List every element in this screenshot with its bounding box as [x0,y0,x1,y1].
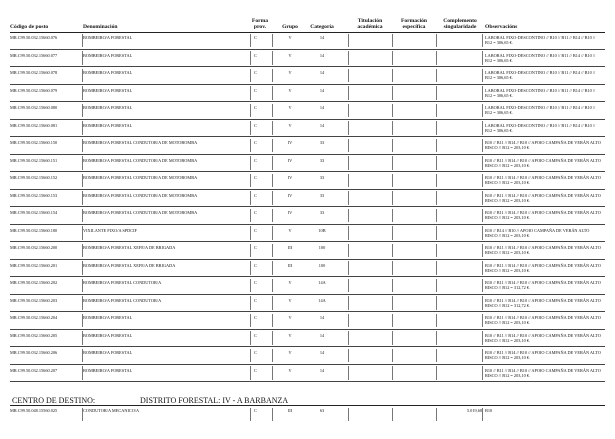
destination-label: CENTRO DE DESTINO: [12,396,96,405]
cell-categoria: 14 [319,350,325,355]
cell-forma: C [254,192,257,198]
cell-observaciones: B10 // B14 // B10 // APOIO CAMPAÑA DE VERÁN ALTO RISCO // B12 = 203,10 €. [485,227,590,238]
column-divider [436,408,437,422]
cell-observaciones: B10 // B11 // B14 // B10 // APOIO CAMPAÑA DE VERÁN ALTO RISCO // B12 = 203,10 €. [485,192,601,203]
cell-denominacion: BOMBEIRO/A FORESTAL [83,70,133,75]
header-observaciones: Observacións [485,24,518,30]
cell-categoria: 33 [319,157,325,163]
cell-forma: C [254,122,257,128]
column-divider [250,104,251,118]
cell-codigo: MR.C99.50.032.15660.151 [10,157,58,163]
cell-observaciones: B10 // B11 // B14 // B10 // APOIO CAMPAÑA DE VERÁN ALTO RISCO // B12 = 203,10 €. [485,367,601,378]
column-divider [348,209,349,223]
column-divider [348,104,349,118]
column-divider [250,174,251,188]
cell-categoria: 100 [318,262,326,268]
column-divider [348,34,349,48]
column-divider [272,191,273,205]
column-divider [482,34,483,48]
column-divider [392,331,393,345]
column-divider [272,226,273,240]
cell-grupo: V [288,332,292,338]
column-divider [482,314,483,328]
cell-observaciones: B10 // B11 // B14 // B10 // APOIO CAMPAÑA DE VERÁN ALTO RISCO // B12 = 203,10 €. [485,332,601,343]
column-divider [348,121,349,135]
cell-observaciones: B10 // B11 // B14 // B10 // APOIO CAMPAÑA DE VERÁN ALTO RISCO // B12 = 203,10 €. [485,315,601,326]
header-denominacion: Denominación [83,24,118,30]
cell-denominacion: BOMBEIRO/A FORESTAL [83,35,133,40]
column-divider [250,86,251,100]
cell-grupo: III [287,408,293,413]
table-row [10,277,605,295]
column-divider [250,261,251,275]
cell-grupo: III [287,245,293,250]
column-divider [250,69,251,83]
cell-forma: C [254,140,257,145]
column-divider [436,86,437,100]
column-divider [272,244,273,258]
column-divider [436,156,437,170]
cell-codigo: MR.C99.50.032.15660.154 [10,210,58,215]
cell-observaciones: B10 [485,408,493,413]
column-divider [348,139,349,153]
column-divider [250,349,251,363]
column-divider [482,279,483,293]
cell-categoria: 14 [319,70,325,75]
column-divider [250,244,251,258]
column-divider [250,226,251,240]
column-divider [482,296,483,310]
column-divider [482,156,483,170]
table-row [10,330,605,348]
column-divider [250,279,251,293]
column-divider [482,69,483,83]
column-divider [436,279,437,293]
cell-forma: C [254,87,257,93]
cell-codigo: MR.C99.50.032.15660.205 [10,332,58,338]
column-divider [392,279,393,293]
column-divider [392,209,393,223]
table-row [10,85,605,103]
cell-codigo: MR.C99.50.032.15660.202 [10,280,58,285]
column-divider [482,51,483,65]
destination-table-body [10,406,605,416]
cell-codigo: MR.C99.50.032.15660.076 [10,35,58,40]
cell-grupo: IV [287,140,293,145]
column-divider [250,408,251,422]
cell-forma: C [254,210,257,215]
cell-observaciones: B10 // B11 // B14 // B10 // APOIO CAMPAÑA DE VERÁN ALTO RISCO // B12 = 203,10 €. [485,245,601,256]
cell-codigo: MR.C99.50.032.15660.180 [10,227,58,233]
column-divider [392,174,393,188]
column-divider [272,314,273,328]
cell-categoria: 14 [319,35,325,40]
column-divider [436,34,437,48]
column-divider [250,331,251,345]
destination-name: DISTRITO FORESTAL: IV - A BARBANZA [140,396,289,405]
column-divider [250,156,251,170]
column-divider [348,261,349,275]
cell-categoria: 33 [319,175,325,180]
cell-grupo: V [288,70,292,75]
cell-forma: C [254,367,257,373]
cell-categoria: 100 [318,245,326,250]
cell-observaciones: B10 // B11 // B14 // B10 // APOIO CAMPAÑA DE VERÁN ALTO RISCO // B12 = 203,10 €. [485,210,601,221]
cell-denominacion: BOMBEIRO/A FORESTAL [83,87,133,93]
cell-observaciones: LABORAL FIXO-DESCONTINO // B10 // B11 // B14 // B10 // B12 = 306,65 €. [485,122,596,133]
header-categoria: Categoría [310,24,334,30]
cell-forma: C [254,52,257,58]
table-row [10,50,605,68]
cell-forma: C [254,350,257,355]
cell-grupo: V [288,297,292,303]
column-divider [348,408,349,422]
cell-grupo: III [287,262,293,268]
cell-grupo: V [288,367,292,373]
cell-grupo: V [288,35,292,40]
table-row [10,312,605,330]
header-codigo: Código de posto [10,24,49,30]
column-divider [250,191,251,205]
cell-observaciones: LABORAL FIXO-DESCONTINO // B10 // B11 // B14 // B10 // B12 = 306,65 €. [485,105,596,116]
cell-categoria: 10B [318,227,326,233]
column-divider [482,261,483,275]
column-divider [392,244,393,258]
table-row [10,207,605,225]
column-divider [436,191,437,205]
column-divider [436,174,437,188]
cell-categoria: 14 [319,315,325,320]
cell-grupo: V [288,122,292,128]
column-divider [250,34,251,48]
cell-forma: C [254,70,257,75]
cell-grupo: IV [287,175,293,180]
cell-observaciones: LABORAL FIXO-DESCONTINO // B10 // B11 // B14 // B10 // B12 = 306,65 €. [485,70,596,81]
column-divider [482,408,483,422]
column-divider [348,314,349,328]
column-divider [436,69,437,83]
cell-categoria: 14 [319,332,325,338]
cell-categoria: 14 [319,105,325,110]
cell-complemento: 5.019,68 [466,408,482,413]
cell-codigo: MR.C99.50.032.15660.206 [10,350,58,355]
cell-codigo: MR.C99.50.032.15660.077 [10,52,58,58]
cell-denominacion: BOMBEIRO/A FORESTAL [83,350,133,355]
column-divider [250,366,251,380]
cell-grupo: V [288,280,292,285]
cell-categoria: 14A [318,297,326,303]
column-divider [272,139,273,153]
header-titulacion: Titulación académica [357,18,383,30]
cell-denominacion: BOMBEIRO/A FORESTAL XEFE/A DE BRIGADA [83,262,176,268]
column-divider [348,191,349,205]
cell-denominacion: BOMBEIRO/A FORESTAL [83,367,133,373]
cell-forma: C [254,297,257,303]
cell-codigo: MR.C99.50.032.15660.153 [10,192,58,198]
column-divider [436,244,437,258]
cell-forma: C [254,408,257,413]
table-row [10,155,605,173]
cell-categoria: 33 [319,210,325,215]
column-divider [272,69,273,83]
column-divider [272,209,273,223]
cell-codigo: MR.C99.50.032.15660.200 [10,245,58,250]
header-grupo: Grupo [282,24,298,30]
cell-denominacion: BOMBEIRO/A FORESTAL [83,105,133,110]
cell-forma: C [254,262,257,268]
column-divider [392,296,393,310]
column-divider [482,366,483,380]
cell-grupo: V [288,350,292,355]
cell-denominacion: BOMBEIRO/A FORESTAL CONDUTOR/A DE MOTOBOMBA [83,157,198,163]
cell-denominacion: BOMBEIRO/A FORESTAL [83,122,133,128]
cell-forma: C [254,315,257,320]
column-divider [482,244,483,258]
column-divider [272,349,273,363]
column-divider [392,139,393,153]
cell-grupo: V [288,315,292,320]
column-divider [272,261,273,275]
column-divider [436,366,437,380]
column-divider [392,314,393,328]
cell-grupo: IV [287,192,293,198]
column-divider [436,314,437,328]
column-divider [348,296,349,310]
cell-denominacion: BOMBEIRO/A FORESTAL [83,332,133,338]
cell-categoria: 33 [319,192,325,198]
cell-observaciones: LABORAL FIXO-DESCONTINO // B10 // B11 // B14 // B10 // B12 = 306,65 €. [485,87,596,98]
table-row [10,242,605,260]
header-complemento: Complemento singularidade [443,18,477,30]
cell-codigo: MR.C99.50.032.15660.152 [10,175,58,180]
column-divider [272,366,273,380]
column-divider [392,349,393,363]
cell-denominacion: BOMBEIRO/A FORESTAL CONDUTOR/A [83,297,162,303]
column-divider [392,261,393,275]
table-row [10,295,605,313]
column-divider [482,331,483,345]
column-divider [348,226,349,240]
cell-categoria: 14A [318,280,326,285]
cell-observaciones: B10 // B11 // B14 // B10 // APOIO CAMPAÑA DE VERÁN ALTO RISCO // B12 = 203,10 €. [485,157,601,168]
cell-observaciones: B10 // B11 // B14 // B10 // APOIO CAMPAÑA DE VERÁN ALTO RISCO // B12 = 203,10 €. [485,175,601,186]
column-divider [392,156,393,170]
cell-grupo: V [288,87,292,93]
column-divider [392,121,393,135]
column-divider [272,174,273,188]
column-divider [436,261,437,275]
table-body [10,32,605,382]
cell-observaciones: B10 // B11 // B14 // B10 // APOIO CAMPAÑA DE VERÁN ALTO RISCO // B12 = 203,10 €. [485,350,601,361]
cell-categoria: 14 [319,87,325,93]
table-row [10,32,605,50]
column-divider [250,139,251,153]
column-divider [392,34,393,48]
column-divider [482,104,483,118]
column-divider [436,349,437,363]
cell-grupo: IV [287,157,293,163]
cell-denominacion: CONDUTOR/A MECANICO/A [83,408,140,413]
table-row [10,137,605,155]
column-divider [482,121,483,135]
cell-observaciones: B10 // B11 // B14 // B10 // APOIO CAMPAÑA DE VERÁN ALTO RISCO // B12 = 203,10 €. [485,262,601,273]
cell-codigo: MR.C99.50.032.15660.150 [10,140,58,145]
cell-forma: C [254,157,257,163]
column-divider [348,244,349,258]
column-divider [272,331,273,345]
table-row [10,406,605,416]
column-divider [250,121,251,135]
cell-observaciones: LABORAL FIXO-DESCONTINO // B10 // B11 // B14 // B10 // B12 = 306,65 €. [485,52,596,63]
column-divider [348,51,349,65]
column-divider [482,226,483,240]
cell-codigo: MR.C99.50.032.15660.203 [10,297,58,303]
column-divider [482,174,483,188]
column-divider [436,209,437,223]
column-divider [272,156,273,170]
header-forma: Forma prov. [251,18,269,30]
cell-categoria: 14 [319,367,325,373]
column-divider [250,296,251,310]
column-divider [482,86,483,100]
column-divider [436,121,437,135]
cell-denominacion: BOMBEIRO/A FORESTAL [83,52,133,58]
column-divider [272,121,273,135]
column-divider [272,86,273,100]
table-row [10,347,605,365]
column-divider [392,104,393,118]
column-divider [272,104,273,118]
column-divider [348,279,349,293]
cell-observaciones: B10 // B11 // B14 // B10 // APOIO CAMPAÑA DE VERÁN ALTO RISCO // B12 = 312,72 €. [485,280,601,291]
cell-denominacion: BOMBEIRO/A FORESTAL CONDUTOR/A DE MOTOBOMBA [83,140,198,145]
column-divider [272,296,273,310]
cell-denominacion: BOMBEIRO/A FORESTAL CONDUTOR/A [83,280,162,285]
column-divider [348,174,349,188]
cell-forma: C [254,227,257,233]
column-divider [392,226,393,240]
cell-denominacion: BOMBEIRO/A FORESTAL CONDUTOR/A DE MOTOBOMBA [83,175,198,180]
column-divider [348,366,349,380]
column-divider [436,331,437,345]
cell-codigo: MR.C99.50.032.15660.080 [10,105,58,110]
column-divider [250,314,251,328]
header-formacion: Formación específica [400,18,428,30]
column-divider [482,349,483,363]
cell-forma: C [254,35,257,40]
cell-denominacion: BOMBEIRO/A FORESTAL CONDUTOR/A DE MOTOBOMBA [83,210,198,215]
column-divider [272,408,273,422]
cell-denominacion: BOMBEIRO/A FORESTAL [83,315,133,320]
table-row [10,67,605,85]
column-divider [348,331,349,345]
column-divider [392,69,393,83]
cell-categoria: 33 [319,140,325,145]
column-divider [348,156,349,170]
table-row [10,102,605,120]
column-divider [392,191,393,205]
cell-codigo: MR.C99.50.032.15660.204 [10,315,58,320]
table-row [10,260,605,278]
cell-observaciones: LABORAL FIXO-DESCONTINO // B10 // B11 // B14 // B10 // B12 = 306,65 €. [485,35,596,46]
cell-forma: C [254,175,257,180]
column-divider [482,209,483,223]
cell-categoria: 14 [319,52,325,58]
column-divider [392,366,393,380]
table-header [10,10,605,32]
column-divider [436,139,437,153]
column-divider [272,51,273,65]
column-divider [436,226,437,240]
column-divider [482,139,483,153]
table-row [10,172,605,190]
cell-grupo: V [288,52,292,58]
column-divider [348,349,349,363]
column-divider [250,51,251,65]
cell-observaciones: B10 // B11 // B14 // B10 // APOIO CAMPAÑA DE VERÁN ALTO RISCO // B12 = 312,72 €. [485,297,601,308]
cell-codigo: MR.C99.50.032.15660.079 [10,87,58,93]
table-row [10,190,605,208]
cell-denominacion: BOMBEIRO/A FORESTAL XEFE/A DE BRIGADA [83,245,176,250]
cell-forma: C [254,332,257,338]
cell-forma: C [254,105,257,110]
table-row [10,365,605,383]
cell-forma: C [254,245,257,250]
table-row [10,120,605,138]
cell-observaciones: B10 // B11 // B14 // B10 // APOIO CAMPAÑA DE VERÁN ALTO RISCO // B12 = 203,10 €. [485,140,601,151]
cell-categoria: 14 [319,122,325,128]
column-divider [436,51,437,65]
cell-codigo: MR.C99.50.048.15560.025 [10,408,58,413]
cell-codigo: MR.C99.50.032.15660.207 [10,367,58,373]
cell-categoria: 63 [319,408,325,413]
column-divider [272,279,273,293]
cell-denominacion: BOMBEIRO/A FORESTAL CONDUTOR/A DE MOTOBOMBA [83,192,198,198]
cell-grupo: IV [287,210,293,215]
cell-forma: C [254,280,257,285]
column-divider [272,34,273,48]
cell-grupo: V [288,105,292,110]
cell-grupo: V [288,227,292,233]
cell-denominacion: VIXILANTE FIXO/A SPDCIF [83,227,137,233]
column-divider [392,51,393,65]
column-divider [436,104,437,118]
cell-codigo: MR.C99.50.032.15660.078 [10,70,58,75]
column-divider [348,86,349,100]
column-divider [392,86,393,100]
column-divider [392,408,393,422]
column-divider [250,209,251,223]
column-divider [482,191,483,205]
cell-codigo: MR.C99.50.032.15660.201 [10,262,58,268]
column-divider [436,296,437,310]
column-divider [348,69,349,83]
cell-codigo: MR.C99.50.032.15660.081 [10,122,58,128]
table-row [10,225,605,243]
